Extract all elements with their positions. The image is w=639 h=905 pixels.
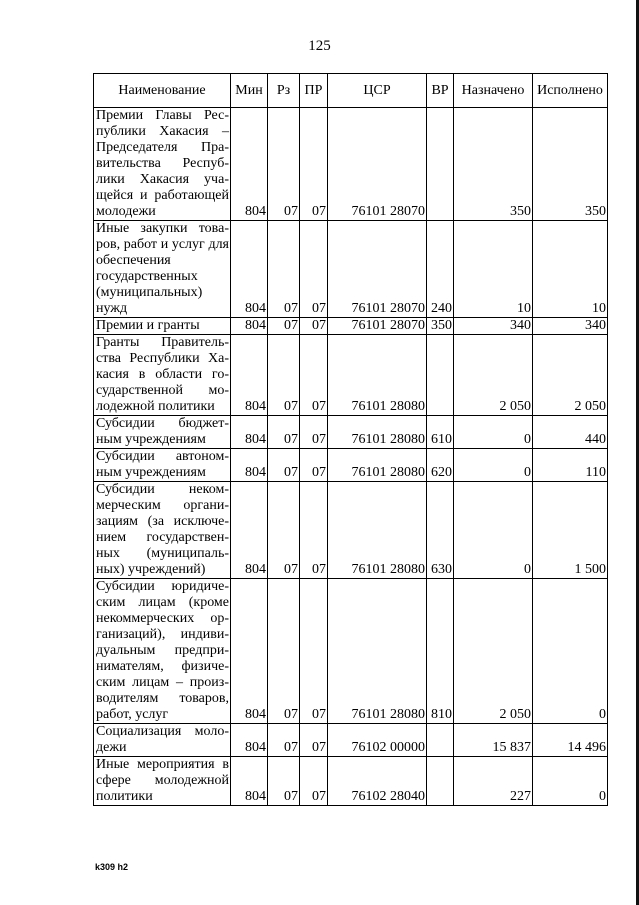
row-pr: 07 [300,579,328,724]
row-pr: 07 [300,221,328,318]
row-rz: 07 [268,757,300,806]
column-header-rz: Рз [268,74,300,108]
table-row [94,724,608,757]
row-min: 804 [231,449,268,482]
row-pr: 07 [300,757,328,806]
row-vr [427,757,454,806]
row-assigned: 2 050 [454,579,533,724]
row-executed: 2 050 [533,335,608,416]
row-name: Субсидии юридическим лицам (кроме некоммерческих организаций), индивидуальным предпринимателям, физическим лицам – производителям товаров, работ, услуг [94,579,231,724]
table-row [94,318,608,335]
row-vr: 810 [427,579,454,724]
row-rz: 07 [268,221,300,318]
table-header-row [94,74,608,108]
row-executed: 10 [533,221,608,318]
row-pr: 07 [300,449,328,482]
row-csr: 76101 28070 [328,108,427,221]
table-row [94,482,608,579]
table-row [94,108,608,221]
row-csr: 76101 28080 [328,482,427,579]
row-executed: 0 [533,757,608,806]
column-header-executed: Исполнено [533,74,608,108]
row-rz: 07 [268,449,300,482]
row-name: Премии Главы Республики Хакасия – Председателя Правительства Республики Хакасия учащейся и работающей молодежи [94,108,231,221]
row-pr: 07 [300,724,328,757]
row-csr: 76101 28080 [328,335,427,416]
row-csr: 76101 28070 [328,221,427,318]
row-assigned: 340 [454,318,533,335]
row-name: Иные мероприятия в сфере молодежной политики [94,757,231,806]
row-min: 804 [231,757,268,806]
row-rz: 07 [268,724,300,757]
row-csr: 76102 00000 [328,724,427,757]
row-rz: 07 [268,335,300,416]
row-executed: 440 [533,416,608,449]
row-assigned: 227 [454,757,533,806]
row-executed: 1 500 [533,482,608,579]
row-min: 804 [231,416,268,449]
row-name: Премии и гранты [94,318,231,335]
column-header-vr: ВР [427,74,454,108]
column-header-min: Мин [231,74,268,108]
page-number: 125 [308,38,331,54]
row-vr [427,724,454,757]
table-row [94,416,608,449]
column-header-assigned: Назначено [454,74,533,108]
row-executed: 110 [533,449,608,482]
row-min: 804 [231,579,268,724]
row-name: Субсидии некоммерческим организациям (за исключением государственных (муниципальных) учреждений) [94,482,231,579]
row-min: 804 [231,335,268,416]
row-rz: 07 [268,416,300,449]
table-row [94,335,608,416]
row-rz: 07 [268,318,300,335]
row-vr: 240 [427,221,454,318]
row-vr: 630 [427,482,454,579]
row-name: Субсидии автономным учреждениям [94,449,231,482]
column-header-pr: ПР [300,74,328,108]
table-row [94,579,608,724]
row-csr: 76101 28070 [328,318,427,335]
row-vr: 610 [427,416,454,449]
row-name: Гранты Правительства Республики Хакасия в области государственной молодежной политики [94,335,231,416]
row-pr: 07 [300,318,328,335]
row-name: Социализация молодежи [94,724,231,757]
row-min: 804 [231,108,268,221]
row-vr: 350 [427,318,454,335]
row-assigned: 0 [454,449,533,482]
row-executed: 0 [533,579,608,724]
column-header-name: Наименование [94,74,231,108]
row-name: Субсидии бюджетным учреждениям [94,416,231,449]
table-row [94,757,608,806]
row-min: 804 [231,221,268,318]
row-assigned: 10 [454,221,533,318]
row-csr: 76101 28080 [328,579,427,724]
row-executed: 14 496 [533,724,608,757]
row-assigned: 2 050 [454,335,533,416]
footer-document-code: k309 h2 [95,862,129,872]
row-min: 804 [231,318,268,335]
row-executed: 350 [533,108,608,221]
column-header-csr: ЦСР [328,74,427,108]
row-pr: 07 [300,108,328,221]
table-row [94,449,608,482]
row-name: Иные закупки товаров, работ и услуг для обеспечения государственных (муниципальных) нужд [94,221,231,318]
budget-table [93,73,608,806]
row-pr: 07 [300,335,328,416]
row-csr: 76101 28080 [328,449,427,482]
row-executed: 340 [533,318,608,335]
row-pr: 07 [300,416,328,449]
row-rz: 07 [268,108,300,221]
row-vr [427,108,454,221]
row-assigned: 0 [454,416,533,449]
row-pr: 07 [300,482,328,579]
row-vr [427,335,454,416]
row-rz: 07 [268,579,300,724]
row-assigned: 0 [454,482,533,579]
row-csr: 76101 28080 [328,416,427,449]
row-assigned: 350 [454,108,533,221]
row-assigned: 15 837 [454,724,533,757]
row-rz: 07 [268,482,300,579]
table-row [94,221,608,318]
row-vr: 620 [427,449,454,482]
row-csr: 76102 28040 [328,757,427,806]
row-min: 804 [231,482,268,579]
row-min: 804 [231,724,268,757]
